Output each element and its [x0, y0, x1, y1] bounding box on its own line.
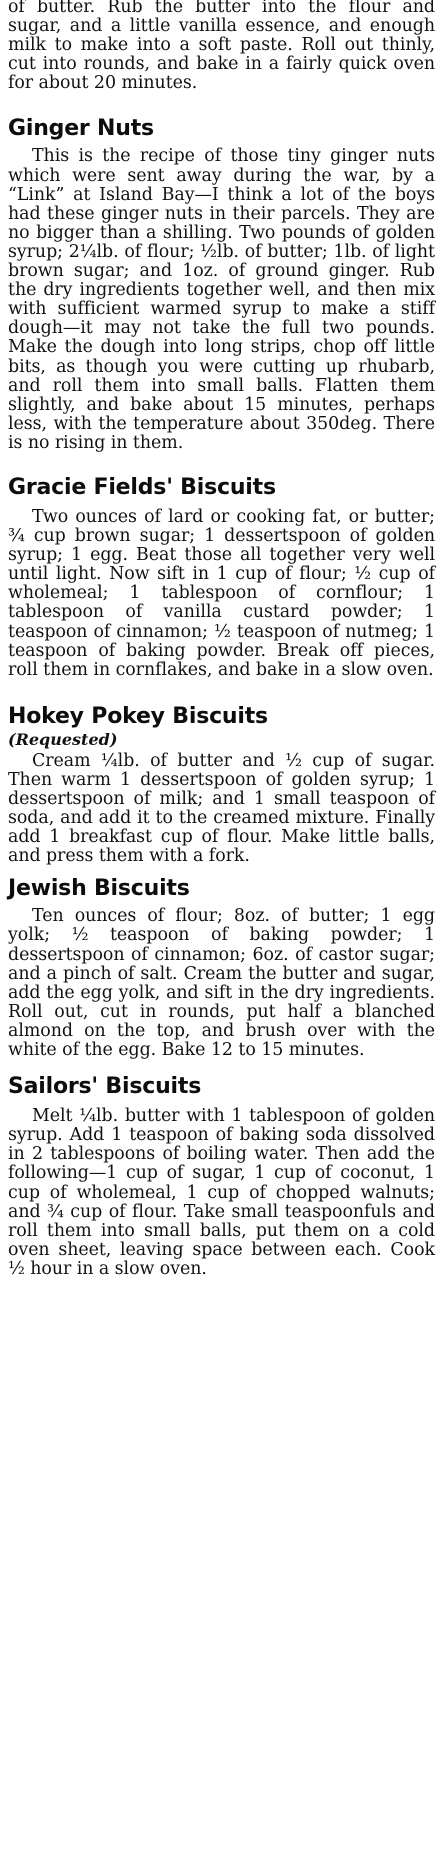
- recipe-body-jewish-biscuits: Ten ounces of flour; 8oz. of butter; 1 egg yolk; ½ teaspoon of baking powder; 1 dessertspoon of cinnamon; 6oz. of castor sugar; and a pinch of salt. Cream the butter and sugar, add the egg yolk, and sift in the dry ingredients. Roll out, cut in rounds, put half a blanched almond on the top, and brush over with the white of the egg. Bake 12 to 15 minutes.: [8, 906, 435, 1061]
- recipe-title-hokey-pokey-biscuits: Hokey Pokey Biscuits: [8, 703, 268, 729]
- recipe-title-gracie-fields-biscuits: Gracie Fields' Biscuits: [8, 474, 276, 500]
- recipe-body-sailors-biscuits: Melt ¼lb. butter with 1 tablespoon of golden syrup. Add 1 teaspoon of baking soda dissolved in 2 tablespoons of boiling water. Then add the following—1 cup of sugar, 1 cup of coconut, 1 cup of wholemeal, 1 cup of chopped walnuts; and ¾ cup of flour. Take small teaspoonfuls and roll them into small balls, put them on a cold oven sheet, leaving space between each. Cook ½ hour in a slow oven.: [8, 1106, 435, 1279]
- recipe-note-requested: (Requested): [8, 729, 118, 749]
- recipe-title-sailors-biscuits: Sailors' Biscuits: [8, 1074, 202, 1100]
- recipe-body-gracie-fields-biscuits: Two ounces of lard or cooking fat, or butter; ¾ cup brown sugar; 1 dessertspoon of golden syrup; 1 egg. Beat those all together very well until light. Now sift in 1 cup of flour; ½ cup of wholemeal; 1 tablespoon of cornflour; 1 tablespoon of vanilla custard powder; 1 teaspoon of cinnamon; ½ teaspoon of nutmeg; 1 teaspoon of baking powder. Break off pieces, roll them in cornflakes, and bake in a slow oven.: [8, 506, 435, 680]
- recipe-title-jewish-biscuits: Jewish Biscuits: [8, 876, 190, 902]
- intro-paragraph: of butter. Rub the butter into the flour and sugar, and a little vanilla essence, and enough milk to make into a soft paste. Roll out thinly, cut into rounds, and bake in a fairly quick oven for about 20 minutes.: [8, 0, 435, 94]
- recipe-title-ginger-nuts: Ginger Nuts: [8, 116, 154, 142]
- recipe-body-ginger-nuts: This is the recipe of those tiny ginger nuts which were sent away during the war, by a “Link” at Island Bay—I think a lot of the boys had these ginger nuts in their parcels. They are no bigger than a shilling. Two pounds of golden syrup; 2¼lb. of flour; ½lb. of butter; 1lb. of light brown sugar; and 1oz. of ground ginger. Rub the dry ingredients together well, and then mix with sufficient warmed syrup to make a stiff dough—it may not take the full two pounds. Make the dough into long strips, chop off little bits, as though you were cutting up rhubarb, and roll them into small balls. Flatten them slightly, and bake about 15 minutes, perhaps less, with the temperature about 350deg. There is no rising in them.: [8, 146, 435, 453]
- recipe-body-hokey-pokey-biscuits: Cream ¼lb. of butter and ½ cup of sugar. Then warm 1 dessertspoon of golden syrup; 1 dessertspoon of milk; and 1 small teaspoon of soda, and add it to the creamed mixture. Finally add 1 breakfast cup of flour. Make little balls, and press them with a fork.: [8, 750, 435, 867]
